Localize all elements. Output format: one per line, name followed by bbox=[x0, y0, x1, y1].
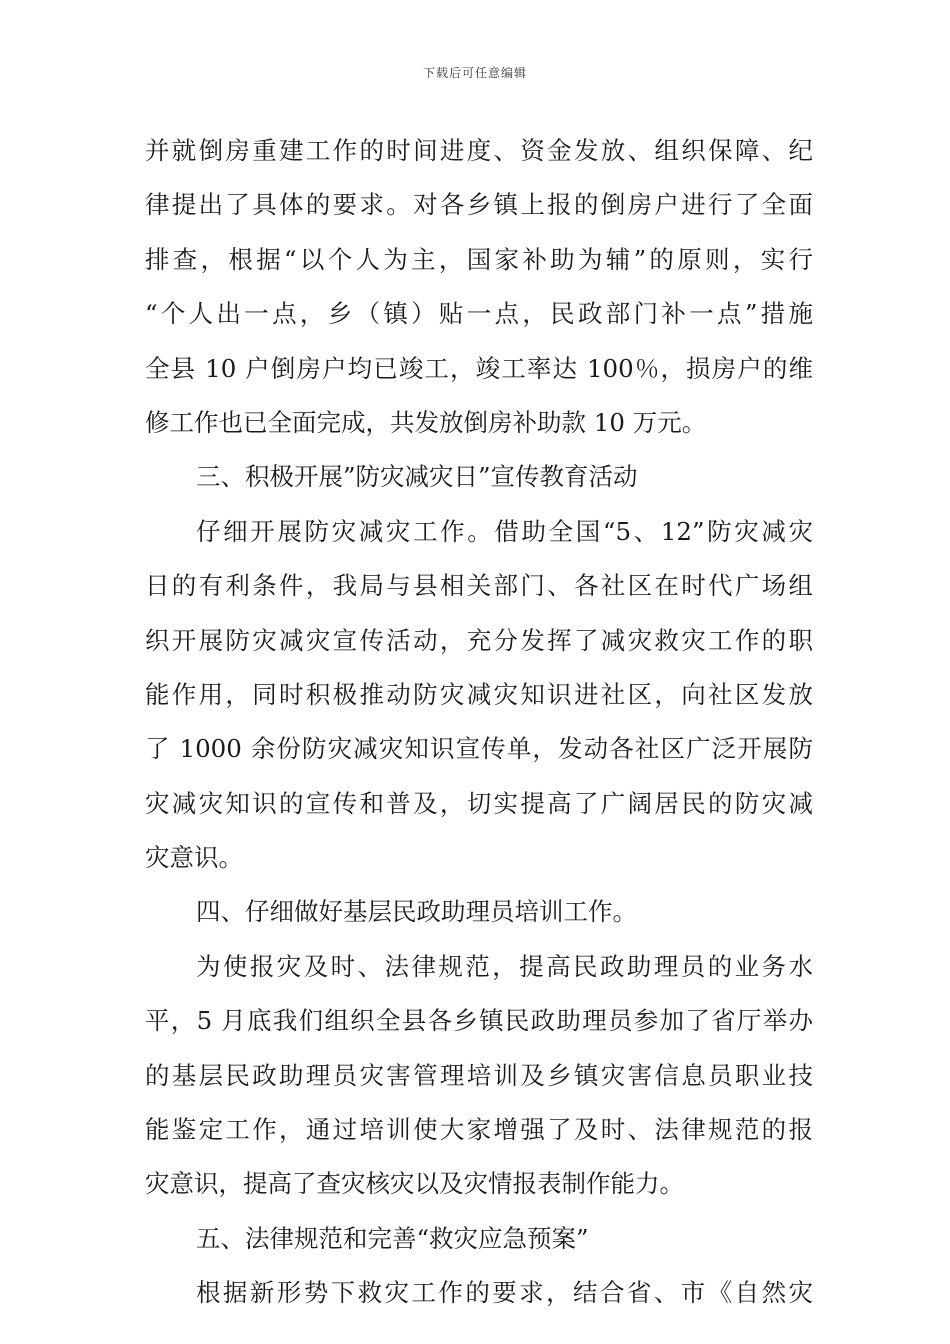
text-line: 三、积极开展”防灾减灾日”宣传教育活动 bbox=[196, 462, 638, 492]
text-line: 灾减灾知识的宣传和普及，切实提高了广阔居民的防灾减 bbox=[145, 788, 813, 818]
text-line: 灾意识，提高了查灾核灾以及灾情报表制作能力。 bbox=[145, 1169, 684, 1199]
text-line: 为使报灾及时、法律规范，提高民政助理员的业务水 bbox=[196, 951, 813, 981]
text-line: 排查，根据“以个人为主，国家补助为辅”的原则，实行 bbox=[145, 244, 813, 274]
text-line: “个人出一点，乡（镇）贴一点，民政部门补一点”措施 bbox=[145, 299, 813, 329]
document-body bbox=[145, 124, 813, 1321]
text-line: 日的有利条件，我局与县相关部门、各社区在时代广场组 bbox=[145, 571, 813, 601]
text-line: 并就倒房重建工作的时间进度、资金发放、组织保障、纪 bbox=[145, 136, 813, 165]
text-line: 全县 10 户倒房户均已竣工，竣工率达 100％，损房户的维 bbox=[145, 353, 813, 383]
text-line: 织开展防灾减灾宣传活动，充分发挥了减灾救灾工作的职 bbox=[145, 625, 813, 655]
text-line: 灾意识。 bbox=[145, 843, 243, 873]
text-line: 能作用，同时积极推动防灾减灾知识进社区，向社区发放 bbox=[145, 679, 813, 709]
header-note: 下载后可任意编辑 bbox=[422, 66, 527, 80]
text-line: 律提出了具体的要求。对各乡镇上报的倒房户进行了全面 bbox=[145, 190, 813, 220]
text-line: 仔细开展防灾减灾工作。借助全国“5、12”防灾减灾 bbox=[196, 516, 813, 546]
text-line: 平，5 月底我们组织全县各乡镇民政助理员参加了省厅举办 bbox=[145, 1006, 813, 1036]
text-line: 五、法律规范和完善“救灾应急预案” bbox=[196, 1223, 589, 1253]
text-line: 了 1000 余份防灾减灾知识宣传单，发动各社区广泛开展防 bbox=[145, 734, 813, 764]
text-line: 能鉴定工作，通过培训使大家增强了及时、法律规范的报 bbox=[145, 1115, 813, 1145]
text-line: 修工作也已全面完成，共发放倒房补助款 10 万元。 bbox=[145, 407, 707, 437]
text-line: 四、仔细做好基层民政助理员培训工作。 bbox=[196, 897, 637, 927]
text-line: 根据新形势下救灾工作的要求，结合省、市《自然灾 bbox=[196, 1278, 813, 1308]
text-line: 的基层民政助理员灾害管理培训及乡镇灾害信息员职业技 bbox=[145, 1060, 813, 1090]
